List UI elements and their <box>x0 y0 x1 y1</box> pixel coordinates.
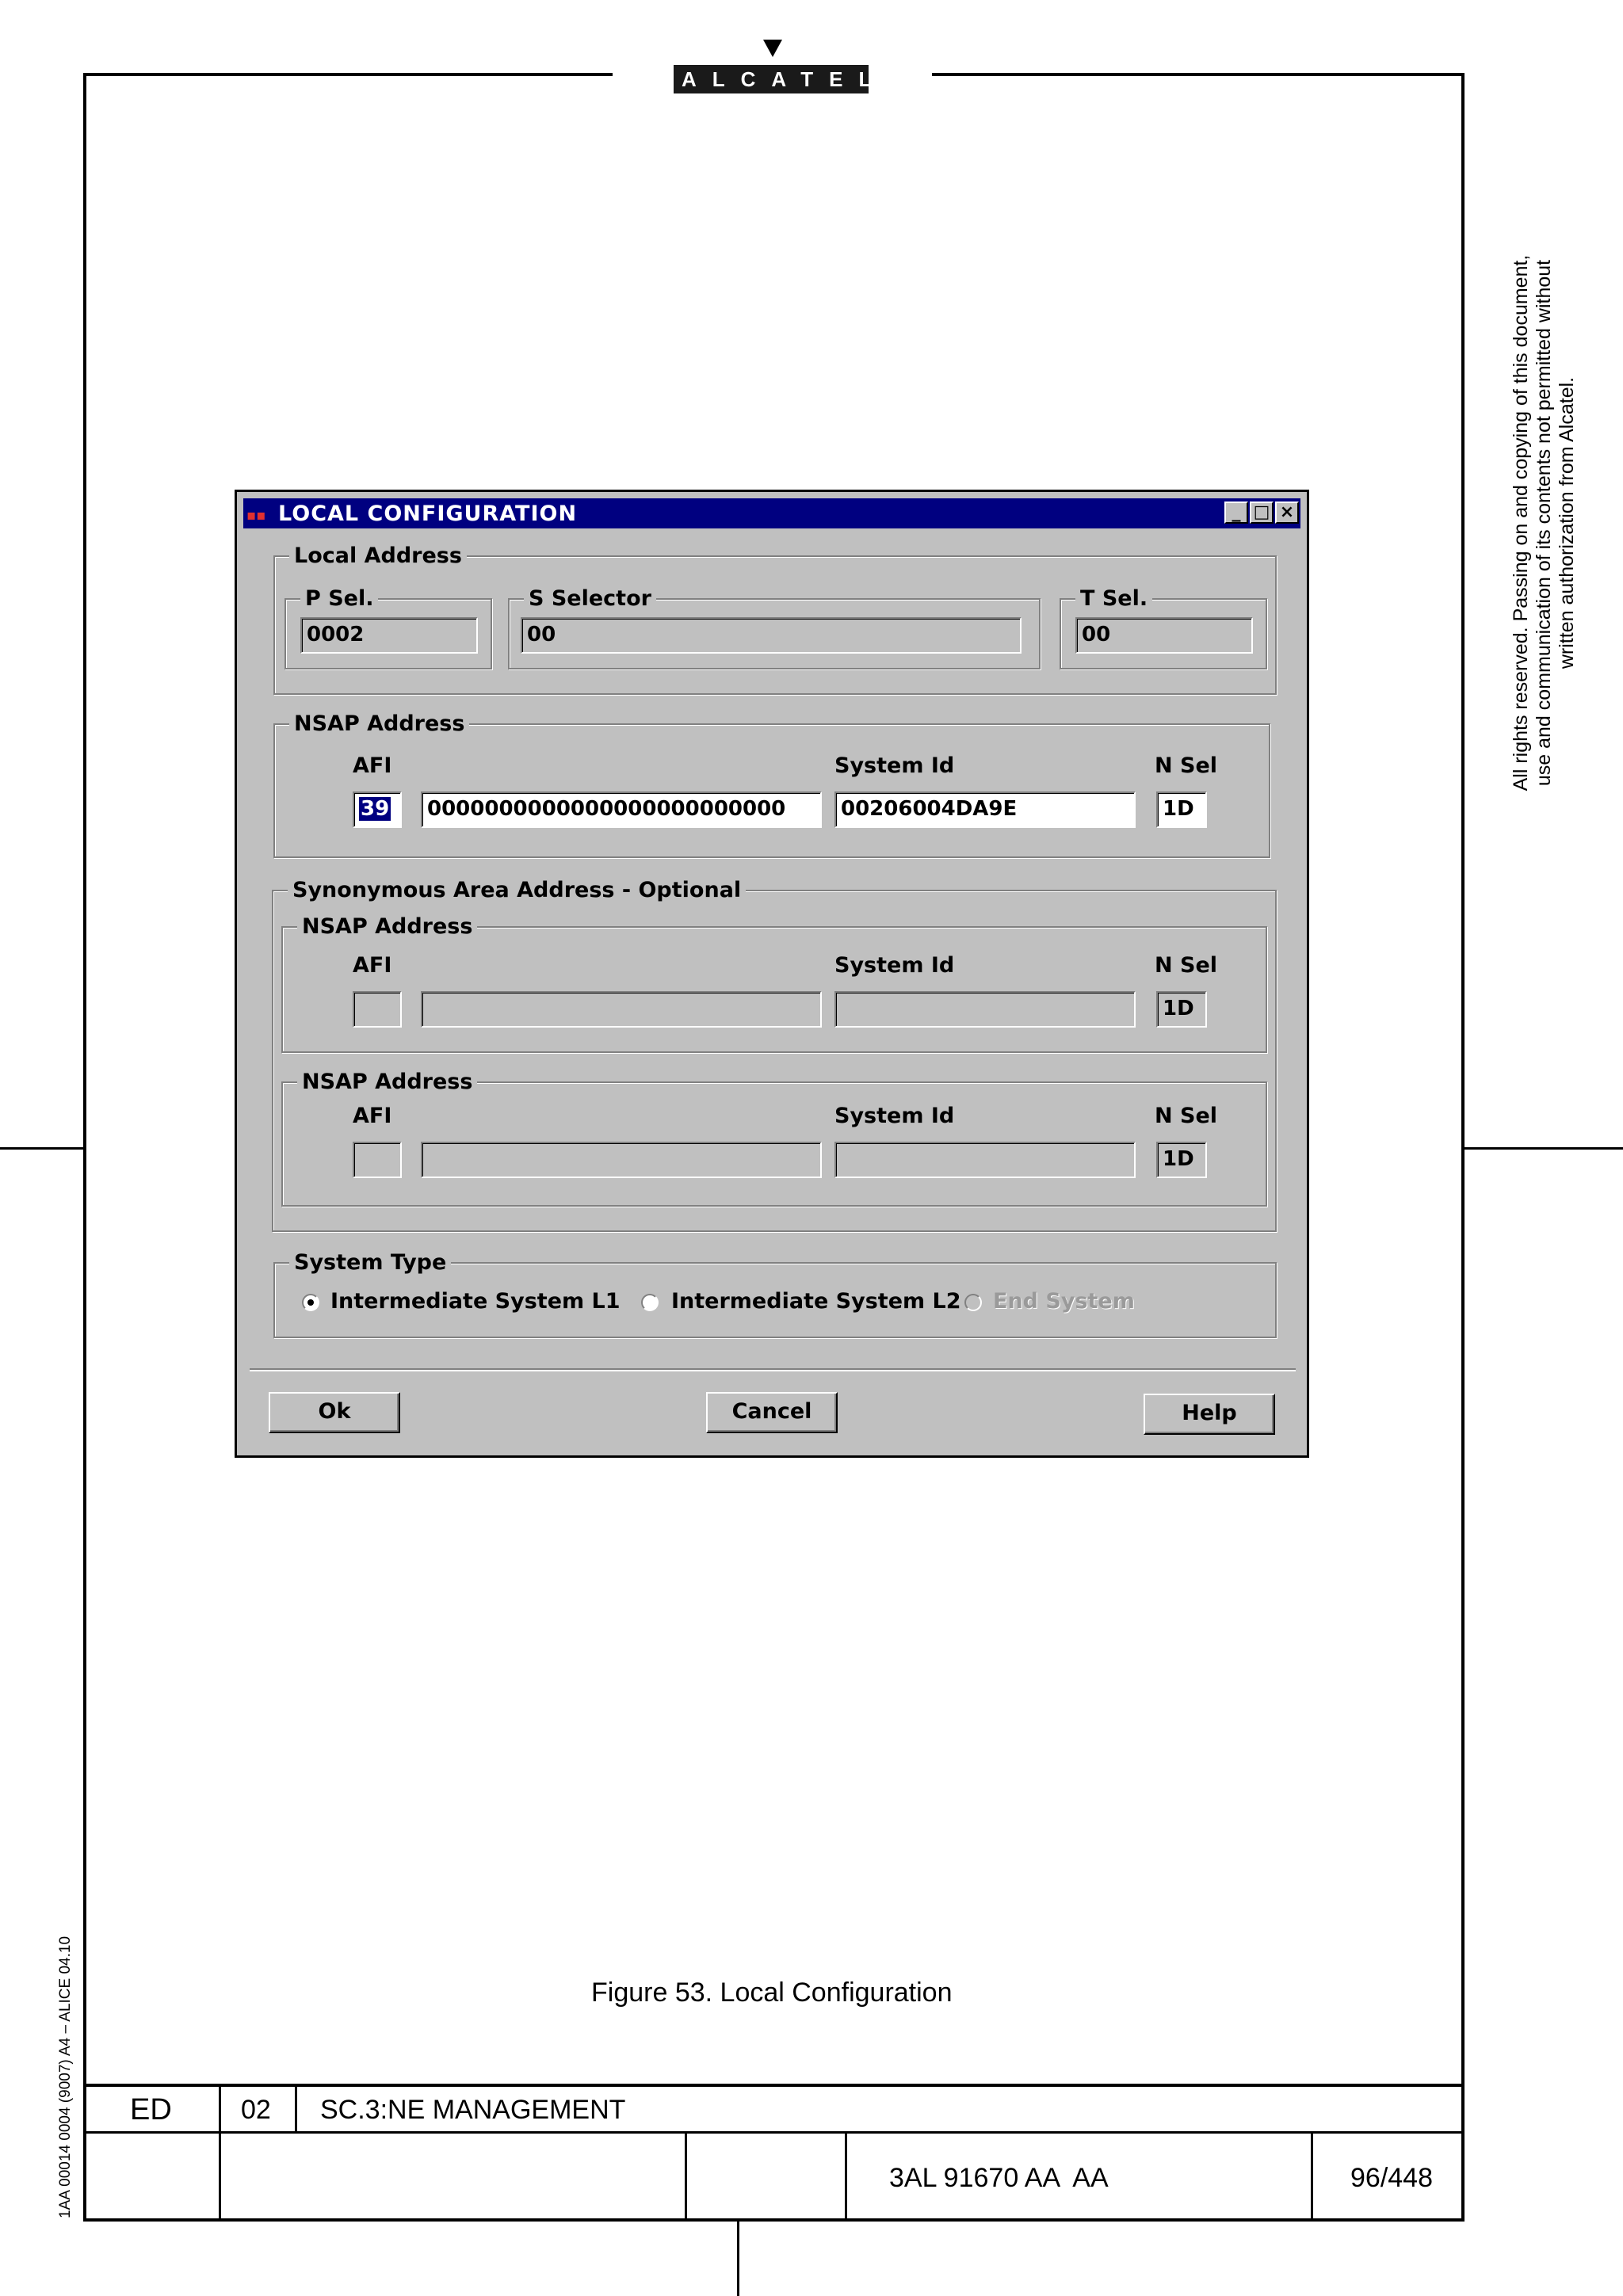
nsap-address-group <box>273 711 1270 858</box>
radio-intermediate-l1[interactable] <box>302 1294 319 1311</box>
radio-intermediate-l1-label[interactable]: Intermediate System L1 <box>330 1289 621 1314</box>
footer-page-number: 96/448 <box>1350 2163 1433 2193</box>
rights-notice: All rights reserved. Passing on and copying of this document, use and communication of its contents not permitted without written authorization from Alcatel. <box>1510 254 1578 791</box>
synonymous-1-nsel-field[interactable]: 1D <box>1156 991 1207 1028</box>
afi-value: 39 <box>361 797 390 821</box>
synonymous-1-nsel-label: N Sel <box>1155 953 1218 978</box>
local-address-group <box>273 543 1277 695</box>
synonymous-1-system-id-label: System Id <box>834 953 955 978</box>
footer-vline-1 <box>219 2084 221 2220</box>
system-id-field[interactable]: 00206004DA9E <box>834 791 1136 828</box>
synonymous-nsap-1-group <box>281 914 1267 1053</box>
synonymous-2-area-field[interactable] <box>421 1142 822 1178</box>
system-type-group <box>273 1250 1277 1338</box>
synonymous-2-afi-label: AFI <box>353 1104 392 1128</box>
footer-line-top <box>83 2084 1465 2087</box>
s-selector-group <box>508 586 1041 669</box>
t-sel-group <box>1060 586 1267 669</box>
local-address-legend: Local Address <box>289 543 467 568</box>
footer-vline-5 <box>1311 2131 1313 2220</box>
frame-top-left <box>83 73 613 76</box>
p-sel-label: P Sel. <box>300 586 378 611</box>
s-selector-label: S Selector <box>524 586 656 611</box>
synonymous-1-afi-field[interactable] <box>353 991 402 1028</box>
synonymous-1-area-field[interactable] <box>421 991 822 1028</box>
footer-vline-3 <box>685 2131 687 2220</box>
dialog-titlebar[interactable] <box>243 498 1300 528</box>
synonymous-legend: Synonymous Area Address - Optional <box>288 878 746 902</box>
dialog-title: LOCAL CONFIGURATION <box>278 502 578 526</box>
button-separator <box>250 1368 1296 1371</box>
t-sel-field[interactable]: 00 <box>1075 617 1253 654</box>
margin-tick-right <box>1465 1147 1623 1150</box>
synonymous-2-afi-field[interactable] <box>353 1142 402 1178</box>
minimize-icon[interactable]: _ <box>1224 502 1248 524</box>
afi-field[interactable] <box>353 791 402 828</box>
cancel-button[interactable]: Cancel <box>706 1392 838 1433</box>
alcatel-logo: ALCATEL <box>674 65 869 93</box>
logo-arrow-icon <box>763 40 782 57</box>
synonymous-1-afi-label: AFI <box>353 953 392 978</box>
footer-vline-4 <box>845 2131 847 2220</box>
nsel-label: N Sel <box>1155 753 1218 778</box>
system-type-legend: System Type <box>289 1250 451 1275</box>
synonymous-1-system-id-field[interactable] <box>834 991 1136 1028</box>
p-sel-group <box>285 586 492 669</box>
radio-end-system-label: End System <box>993 1289 1135 1314</box>
margin-tick-left <box>0 1147 83 1150</box>
synonymous-nsap-2-legend: NSAP Address <box>297 1070 477 1094</box>
synonymous-2-system-id-field[interactable] <box>834 1142 1136 1178</box>
maximize-icon[interactable]: □ <box>1250 502 1274 524</box>
footer-doc-code: 3AL 91670 AA AA <box>889 2163 1109 2193</box>
app-icon: ▪▪ <box>246 507 266 524</box>
radio-end-system <box>964 1294 982 1311</box>
nsel-field[interactable]: 1D <box>1156 791 1207 828</box>
synonymous-2-nsel-label: N Sel <box>1155 1104 1218 1128</box>
p-sel-field[interactable]: 0002 <box>300 617 478 654</box>
synonymous-2-nsel-field[interactable]: 1D <box>1156 1142 1207 1178</box>
figure-caption: Figure 53. Local Configuration <box>591 1978 953 2008</box>
footer-bottom-tick <box>737 2222 739 2296</box>
footer-ed-label: ED <box>130 2093 172 2126</box>
ok-button[interactable]: Ok <box>269 1392 400 1433</box>
system-id-label: System Id <box>834 753 955 778</box>
afi-label: AFI <box>353 753 392 778</box>
footer-line-mid <box>83 2131 1465 2134</box>
footer-ed-value: 02 <box>241 2095 271 2125</box>
synonymous-nsap-2-group <box>281 1070 1267 1207</box>
t-sel-label: T Sel. <box>1075 586 1152 611</box>
s-selector-field[interactable]: 00 <box>521 617 1022 654</box>
radio-intermediate-l2-label[interactable]: Intermediate System L2 <box>671 1289 961 1314</box>
synonymous-area-group <box>272 878 1277 1232</box>
footer-line-bottom <box>83 2218 1465 2222</box>
footer-vline-2 <box>295 2084 297 2133</box>
help-button[interactable]: Help <box>1144 1394 1275 1435</box>
left-margin-code: 1AA 00014 0004 (9007) A4 – ALICE 04.10 <box>57 1936 74 2218</box>
synonymous-nsap-1-legend: NSAP Address <box>297 914 477 939</box>
footer-section: SC.3:NE MANAGEMENT <box>320 2095 626 2125</box>
nsap-address-legend: NSAP Address <box>289 711 469 736</box>
radio-intermediate-l2[interactable] <box>641 1294 659 1311</box>
area-field[interactable]: 0000000000000000000000000 <box>421 791 822 828</box>
local-configuration-dialog <box>235 490 1309 1458</box>
frame-top-right <box>932 73 1465 76</box>
frame-left <box>83 73 86 2222</box>
close-icon[interactable]: × <box>1275 502 1299 524</box>
synonymous-2-system-id-label: System Id <box>834 1104 955 1128</box>
